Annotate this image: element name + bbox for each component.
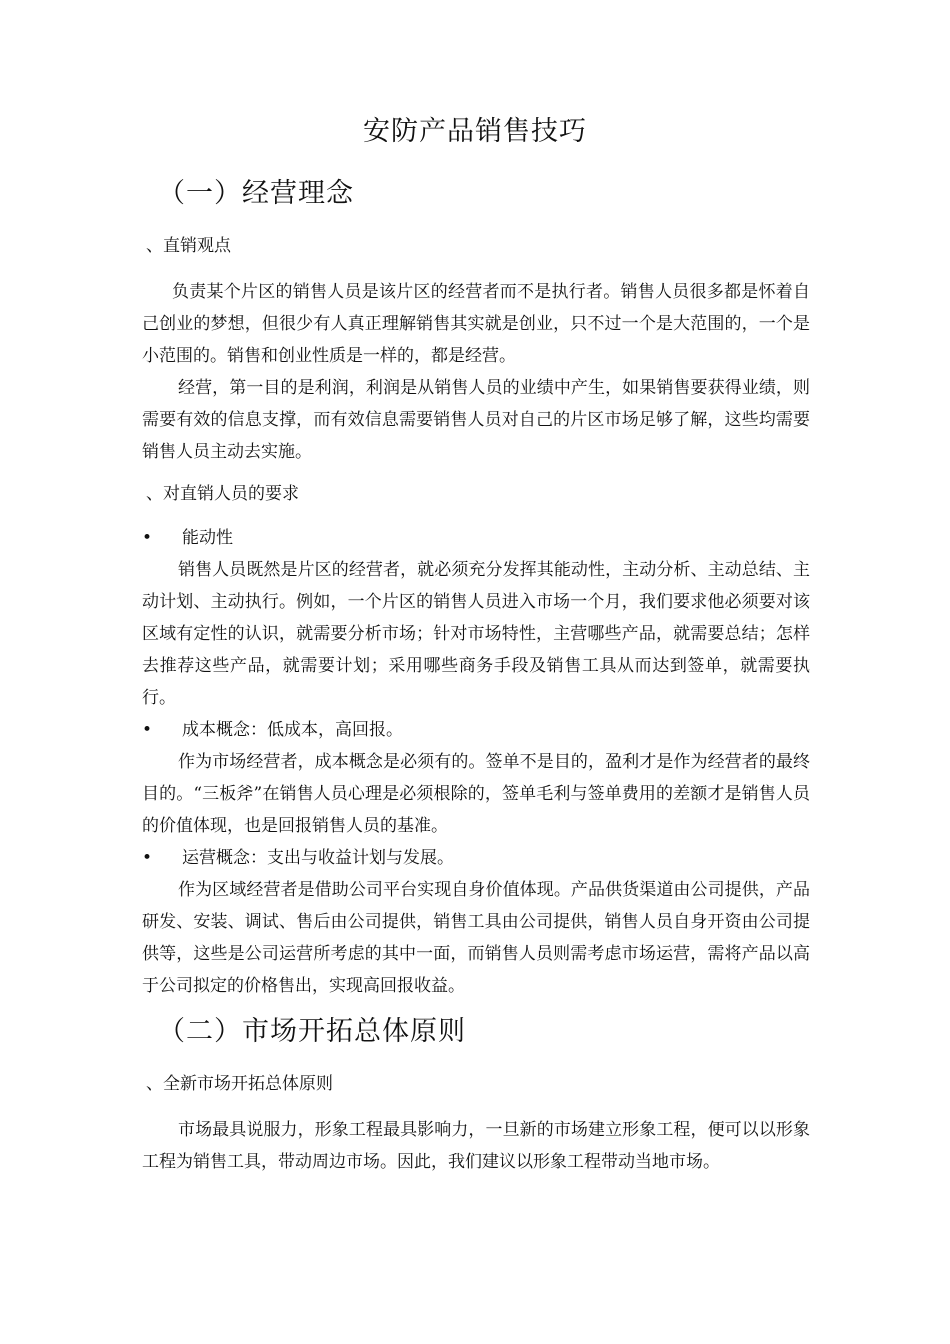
paragraph-cost: 作为市场经营者，成本概念是必须有的。签单不是目的，盈利才是作为经营者的最终目的。“三板斧”在销售人员心理是必须根除的，签单毛利与签单费用的差额才是销售人员的价值体现，也是回报销售人员的基准。 — [142, 752, 810, 836]
paragraph-operation: 作为区域经营者是借助公司平台实现自身价值体现。产品供货渠道由公司提供，产品研发、安装、调试、售后由公司提供，销售工具由公司提供，销售人员自身开资由公司提供等，这些是公司运营所考虑的其中一面，而销售人员则需考虑市场运营，需将产品以高于公司拟定的价格售出，实现高回报收益。 — [142, 880, 810, 996]
paragraph-direct-sales-1: 负责某个片区的销售人员是该片区的经营者而不是执行者。销售人员很多都是怀着自己创业的梦想，但很少有人真正理解销售其实就是创业，只不过一个是大范围的，一个是小范围的。销售和创业性质是一样的，都是经营。 — [142, 282, 810, 366]
bullet-text: 能动性 — [182, 528, 233, 548]
subheading-new-market: 、全新市场开拓总体原则 — [146, 1074, 333, 1094]
paragraph-direct-sales-2: 经营，第一目的是利润，利润是从销售人员的业绩中产生，如果销售要获得业绩，则需要有效的信息支撑，而有效信息需要销售人员对自己的片区市场足够了解，这些均需要销售人员主动去实施。 — [142, 378, 810, 462]
paragraph-initiative: 销售人员既然是片区的经营者，就必须充分发挥其能动性，主动分析、主动总结、主动计划、主动执行。例如，一个片区的销售人员进入市场一个月，我们要求他必须要对该区域有定性的认识，就需要分析市场；针对市场特性，主营哪些产品，就需要总结；怎样去推荐这些产品，就需要计划；采用哪些商务手段及销售工具从而达到签单，就需要执行。 — [142, 560, 810, 708]
paragraph-new-market: 市场最具说服力，形象工程最具影响力，一旦新的市场建立形象工程，便可以以形象工程为销售工具，带动周边市场。因此，我们建议以形象工程带动当地市场。 — [142, 1120, 810, 1172]
subheading-requirements: 、对直销人员的要求 — [146, 484, 299, 504]
bullet-icon: • — [142, 528, 153, 548]
bullet-icon: • — [142, 720, 153, 740]
subheading-direct-sales-view: 、直销观点 — [146, 236, 231, 256]
bullet-text: 运营概念：支出与收益计划与发展。 — [182, 848, 454, 868]
document-title: 安防产品销售技巧 — [363, 116, 587, 147]
section-heading-1: （一）经营理念 — [158, 178, 354, 209]
bullet-text: 成本概念：低成本，高回报。 — [182, 720, 403, 740]
section-heading-2: （二）市场开拓总体原则 — [158, 1016, 466, 1047]
bullet-icon: • — [142, 848, 153, 868]
